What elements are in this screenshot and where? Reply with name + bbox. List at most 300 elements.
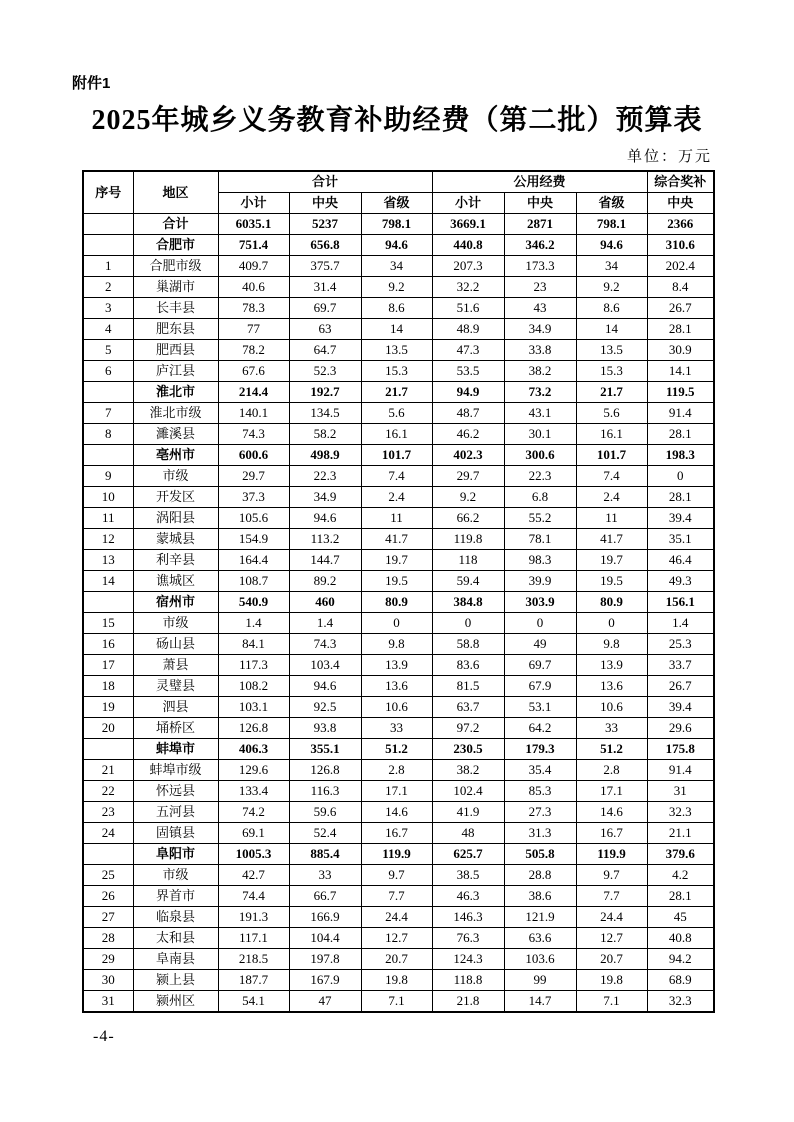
cell-value: 7.1 <box>361 991 432 1013</box>
table-row <box>83 571 714 592</box>
cell-value: 230.5 <box>432 739 504 760</box>
table-row <box>83 760 714 781</box>
cell-value: 68.9 <box>647 970 714 991</box>
cell-no: 22 <box>83 781 133 802</box>
cell-no <box>83 844 133 865</box>
cell-value: 77 <box>218 319 289 340</box>
cell-value: 173.3 <box>504 256 576 277</box>
cell-no: 27 <box>83 907 133 928</box>
cell-value: 32.3 <box>647 802 714 823</box>
cell-value: 101.7 <box>576 445 647 466</box>
cell-value: 66.7 <box>289 886 361 907</box>
table-body <box>83 214 714 1013</box>
cell-value: 118.8 <box>432 970 504 991</box>
cell-value: 26.7 <box>647 298 714 319</box>
cell-value: 91.4 <box>647 760 714 781</box>
cell-no: 16 <box>83 634 133 655</box>
table-row <box>83 718 714 739</box>
cell-value: 94.6 <box>289 508 361 529</box>
cell-value: 402.3 <box>432 445 504 466</box>
cell-value: 39.9 <box>504 571 576 592</box>
cell-value: 33.8 <box>504 340 576 361</box>
cell-value: 198.3 <box>647 445 714 466</box>
cell-value: 119.9 <box>361 844 432 865</box>
cell-no: 19 <box>83 697 133 718</box>
table-row <box>83 487 714 508</box>
cell-value: 41.7 <box>361 529 432 550</box>
cell-value: 8.6 <box>361 298 432 319</box>
cell-no: 24 <box>83 823 133 844</box>
cell-value: 24.4 <box>361 907 432 928</box>
page-number: -4- <box>93 1028 115 1045</box>
cell-value: 39.4 <box>647 508 714 529</box>
cell-value: 91.4 <box>647 403 714 424</box>
cell-value: 14 <box>361 319 432 340</box>
cell-region: 市级 <box>133 865 218 886</box>
cell-value: 33 <box>361 718 432 739</box>
cell-value: 30.9 <box>647 340 714 361</box>
cell-value: 35.4 <box>504 760 576 781</box>
cell-value: 89.2 <box>289 571 361 592</box>
cell-value: 300.6 <box>504 445 576 466</box>
cell-value: 40.8 <box>647 928 714 949</box>
table-row <box>83 214 714 235</box>
cell-value: 119.8 <box>432 529 504 550</box>
cell-value: 0 <box>576 613 647 634</box>
cell-region: 阜南县 <box>133 949 218 970</box>
cell-region: 市级 <box>133 613 218 634</box>
cell-value: 94.9 <box>432 382 504 403</box>
cell-no: 26 <box>83 886 133 907</box>
cell-value: 30.1 <box>504 424 576 445</box>
cell-value: 6035.1 <box>218 214 289 235</box>
cell-value: 625.7 <box>432 844 504 865</box>
cell-value: 17.1 <box>576 781 647 802</box>
cell-value: 197.8 <box>289 949 361 970</box>
cell-value: 32.3 <box>647 991 714 1013</box>
cell-region: 颍上县 <box>133 970 218 991</box>
cell-value: 375.7 <box>289 256 361 277</box>
cell-value: 406.3 <box>218 739 289 760</box>
cell-value: 0 <box>647 466 714 487</box>
cell-region: 怀远县 <box>133 781 218 802</box>
cell-value: 85.3 <box>504 781 576 802</box>
cell-value: 9.2 <box>576 277 647 298</box>
cell-value: 5.6 <box>576 403 647 424</box>
cell-value: 21.8 <box>432 991 504 1013</box>
cell-value: 69.7 <box>504 655 576 676</box>
cell-value: 21.7 <box>361 382 432 403</box>
cell-value: 94.6 <box>289 676 361 697</box>
cell-value: 129.6 <box>218 760 289 781</box>
cell-value: 45 <box>647 907 714 928</box>
cell-value: 31.4 <box>289 277 361 298</box>
cell-region: 肥西县 <box>133 340 218 361</box>
cell-region: 开发区 <box>133 487 218 508</box>
cell-value: 74.3 <box>289 634 361 655</box>
cell-value: 49.3 <box>647 571 714 592</box>
cell-no: 13 <box>83 550 133 571</box>
cell-value: 310.6 <box>647 235 714 256</box>
table-row <box>83 361 714 382</box>
cell-no: 4 <box>83 319 133 340</box>
cell-value: 94.6 <box>361 235 432 256</box>
cell-value: 103.6 <box>504 949 576 970</box>
table-row <box>83 907 714 928</box>
cell-no: 20 <box>83 718 133 739</box>
header-group-public: 公用经费 <box>432 171 647 193</box>
header-region: 地区 <box>133 171 218 214</box>
cell-no: 6 <box>83 361 133 382</box>
table-header <box>83 171 714 214</box>
cell-value: 505.8 <box>504 844 576 865</box>
cell-value: 28.1 <box>647 319 714 340</box>
header-public-provincial: 省级 <box>576 193 647 214</box>
cell-region: 亳州市 <box>133 445 218 466</box>
cell-value: 121.9 <box>504 907 576 928</box>
cell-region: 灵璧县 <box>133 676 218 697</box>
cell-no <box>83 235 133 256</box>
cell-no: 18 <box>83 676 133 697</box>
cell-value: 13.6 <box>576 676 647 697</box>
cell-region: 巢湖市 <box>133 277 218 298</box>
cell-no: 21 <box>83 760 133 781</box>
cell-value: 13.5 <box>361 340 432 361</box>
cell-value: 94.2 <box>647 949 714 970</box>
cell-region: 市级 <box>133 466 218 487</box>
table-row <box>83 613 714 634</box>
cell-value: 16.1 <box>361 424 432 445</box>
cell-value: 134.5 <box>289 403 361 424</box>
cell-value: 19.7 <box>576 550 647 571</box>
cell-value: 144.7 <box>289 550 361 571</box>
cell-value: 19.5 <box>361 571 432 592</box>
cell-value: 47.3 <box>432 340 504 361</box>
cell-value: 15.3 <box>576 361 647 382</box>
cell-value: 58.8 <box>432 634 504 655</box>
cell-value: 146.3 <box>432 907 504 928</box>
cell-value: 31 <box>647 781 714 802</box>
cell-value: 83.6 <box>432 655 504 676</box>
cell-value: 11 <box>576 508 647 529</box>
cell-region: 泗县 <box>133 697 218 718</box>
cell-value: 167.9 <box>289 970 361 991</box>
cell-value: 69.7 <box>289 298 361 319</box>
cell-value: 74.2 <box>218 802 289 823</box>
cell-value: 17.1 <box>361 781 432 802</box>
cell-value: 51.2 <box>576 739 647 760</box>
cell-value: 16.7 <box>361 823 432 844</box>
cell-value: 2.4 <box>361 487 432 508</box>
cell-value: 9.7 <box>576 865 647 886</box>
cell-region: 埇桥区 <box>133 718 218 739</box>
cell-value: 33 <box>576 718 647 739</box>
cell-region: 濉溪县 <box>133 424 218 445</box>
cell-value: 39.4 <box>647 697 714 718</box>
cell-region: 肥东县 <box>133 319 218 340</box>
cell-value: 164.4 <box>218 550 289 571</box>
cell-value: 191.3 <box>218 907 289 928</box>
cell-value: 9.7 <box>361 865 432 886</box>
cell-value: 67.6 <box>218 361 289 382</box>
cell-value: 798.1 <box>361 214 432 235</box>
header-group-award: 综合奖补 <box>647 171 714 193</box>
cell-value: 440.8 <box>432 235 504 256</box>
cell-region: 阜阳市 <box>133 844 218 865</box>
cell-value: 46.2 <box>432 424 504 445</box>
cell-no: 1 <box>83 256 133 277</box>
cell-value: 97.2 <box>432 718 504 739</box>
cell-value: 81.5 <box>432 676 504 697</box>
cell-value: 19.8 <box>361 970 432 991</box>
cell-value: 751.4 <box>218 235 289 256</box>
cell-value: 49 <box>504 634 576 655</box>
cell-value: 66.2 <box>432 508 504 529</box>
cell-value: 117.1 <box>218 928 289 949</box>
cell-value: 78.2 <box>218 340 289 361</box>
header-award-central: 中央 <box>647 193 714 214</box>
cell-value: 1005.3 <box>218 844 289 865</box>
table-row <box>83 424 714 445</box>
cell-value: 19.8 <box>576 970 647 991</box>
cell-value: 53.5 <box>432 361 504 382</box>
cell-value: 118 <box>432 550 504 571</box>
cell-value: 23 <box>504 277 576 298</box>
cell-region: 砀山县 <box>133 634 218 655</box>
cell-value: 28.1 <box>647 886 714 907</box>
cell-value: 214.4 <box>218 382 289 403</box>
table-row <box>83 928 714 949</box>
cell-value: 303.9 <box>504 592 576 613</box>
cell-value: 41.9 <box>432 802 504 823</box>
cell-value: 63.7 <box>432 697 504 718</box>
cell-region: 临泉县 <box>133 907 218 928</box>
cell-value: 94.6 <box>576 235 647 256</box>
cell-value: 24.4 <box>576 907 647 928</box>
cell-value: 64.7 <box>289 340 361 361</box>
cell-value: 460 <box>289 592 361 613</box>
cell-no: 5 <box>83 340 133 361</box>
cell-value: 104.4 <box>289 928 361 949</box>
cell-value: 116.3 <box>289 781 361 802</box>
cell-value: 21.7 <box>576 382 647 403</box>
budget-table <box>82 170 715 1013</box>
cell-region: 颍州区 <box>133 991 218 1013</box>
cell-value: 102.4 <box>432 781 504 802</box>
cell-value: 175.8 <box>647 739 714 760</box>
cell-no: 15 <box>83 613 133 634</box>
cell-value: 40.6 <box>218 277 289 298</box>
cell-region: 谯城区 <box>133 571 218 592</box>
cell-value: 43.1 <box>504 403 576 424</box>
cell-value: 52.4 <box>289 823 361 844</box>
cell-value: 113.2 <box>289 529 361 550</box>
cell-region: 合肥市 <box>133 235 218 256</box>
attachment-label: 附件1 <box>72 75 111 92</box>
header-public-subtotal: 小计 <box>432 193 504 214</box>
cell-value: 29.7 <box>432 466 504 487</box>
cell-value: 10.6 <box>576 697 647 718</box>
cell-value: 355.1 <box>289 739 361 760</box>
cell-value: 2.8 <box>361 760 432 781</box>
table-row <box>83 592 714 613</box>
cell-value: 346.2 <box>504 235 576 256</box>
header-total-provincial: 省级 <box>361 193 432 214</box>
cell-value: 119.9 <box>576 844 647 865</box>
cell-value: 156.1 <box>647 592 714 613</box>
cell-value: 202.4 <box>647 256 714 277</box>
cell-value: 600.6 <box>218 445 289 466</box>
cell-value: 207.3 <box>432 256 504 277</box>
cell-value: 38.5 <box>432 865 504 886</box>
cell-value: 63 <box>289 319 361 340</box>
cell-value: 42.7 <box>218 865 289 886</box>
cell-value: 379.6 <box>647 844 714 865</box>
cell-value: 20.7 <box>361 949 432 970</box>
cell-value: 25.3 <box>647 634 714 655</box>
cell-value: 126.8 <box>289 760 361 781</box>
cell-value: 15.3 <box>361 361 432 382</box>
table-row <box>83 823 714 844</box>
table-row <box>83 802 714 823</box>
cell-value: 0 <box>361 613 432 634</box>
cell-value: 33 <box>289 865 361 886</box>
cell-no: 29 <box>83 949 133 970</box>
cell-region: 淮北市级 <box>133 403 218 424</box>
cell-value: 48 <box>432 823 504 844</box>
cell-value: 51.6 <box>432 298 504 319</box>
cell-no <box>83 739 133 760</box>
cell-value: 140.1 <box>218 403 289 424</box>
cell-region: 五河县 <box>133 802 218 823</box>
cell-value: 98.3 <box>504 550 576 571</box>
header-row-groups <box>83 171 714 193</box>
table-row <box>83 634 714 655</box>
cell-value: 38.6 <box>504 886 576 907</box>
table-row <box>83 949 714 970</box>
cell-value: 166.9 <box>289 907 361 928</box>
cell-value: 7.4 <box>576 466 647 487</box>
cell-value: 8.4 <box>647 277 714 298</box>
cell-value: 69.1 <box>218 823 289 844</box>
cell-value: 7.7 <box>361 886 432 907</box>
cell-value: 498.9 <box>289 445 361 466</box>
cell-value: 885.4 <box>289 844 361 865</box>
cell-value: 1.4 <box>289 613 361 634</box>
cell-value: 9.2 <box>361 277 432 298</box>
cell-value: 58.2 <box>289 424 361 445</box>
cell-value: 67.9 <box>504 676 576 697</box>
cell-value: 28.8 <box>504 865 576 886</box>
cell-value: 13.9 <box>361 655 432 676</box>
cell-value: 19.7 <box>361 550 432 571</box>
table-row <box>83 781 714 802</box>
cell-value: 5.6 <box>361 403 432 424</box>
cell-value: 76.3 <box>432 928 504 949</box>
cell-value: 38.2 <box>432 760 504 781</box>
cell-value: 41.7 <box>576 529 647 550</box>
cell-value: 20.7 <box>576 949 647 970</box>
cell-value: 34 <box>361 256 432 277</box>
cell-value: 34.9 <box>289 487 361 508</box>
cell-value: 179.3 <box>504 739 576 760</box>
cell-region: 界首市 <box>133 886 218 907</box>
cell-value: 22.3 <box>504 466 576 487</box>
cell-value: 63.6 <box>504 928 576 949</box>
cell-value: 47 <box>289 991 361 1013</box>
cell-value: 28.1 <box>647 487 714 508</box>
cell-value: 105.6 <box>218 508 289 529</box>
table-row <box>83 445 714 466</box>
cell-value: 27.3 <box>504 802 576 823</box>
table-row <box>83 277 714 298</box>
cell-value: 33.7 <box>647 655 714 676</box>
table-row <box>83 319 714 340</box>
cell-region: 蒙城县 <box>133 529 218 550</box>
cell-value: 108.7 <box>218 571 289 592</box>
cell-value: 6.8 <box>504 487 576 508</box>
cell-value: 384.8 <box>432 592 504 613</box>
cell-value: 117.3 <box>218 655 289 676</box>
cell-value: 4.2 <box>647 865 714 886</box>
table-row <box>83 991 714 1013</box>
cell-value: 9.2 <box>432 487 504 508</box>
cell-value: 34.9 <box>504 319 576 340</box>
cell-no: 30 <box>83 970 133 991</box>
cell-value: 2.8 <box>576 760 647 781</box>
cell-region: 淮北市 <box>133 382 218 403</box>
cell-no: 25 <box>83 865 133 886</box>
table-row <box>83 844 714 865</box>
table-row <box>83 508 714 529</box>
cell-value: 43 <box>504 298 576 319</box>
cell-value: 124.3 <box>432 949 504 970</box>
cell-value: 48.7 <box>432 403 504 424</box>
table-row <box>83 403 714 424</box>
cell-value: 54.1 <box>218 991 289 1013</box>
cell-no: 14 <box>83 571 133 592</box>
cell-value: 798.1 <box>576 214 647 235</box>
cell-no: 12 <box>83 529 133 550</box>
cell-value: 14.6 <box>576 802 647 823</box>
table-row <box>83 886 714 907</box>
cell-value: 14.6 <box>361 802 432 823</box>
cell-no: 2 <box>83 277 133 298</box>
cell-value: 59.6 <box>289 802 361 823</box>
cell-value: 29.6 <box>647 718 714 739</box>
cell-no: 23 <box>83 802 133 823</box>
cell-value: 14 <box>576 319 647 340</box>
cell-value: 80.9 <box>576 592 647 613</box>
cell-region: 合计 <box>133 214 218 235</box>
cell-value: 12.7 <box>361 928 432 949</box>
cell-value: 187.7 <box>218 970 289 991</box>
cell-no: 10 <box>83 487 133 508</box>
table-row <box>83 970 714 991</box>
cell-value: 101.7 <box>361 445 432 466</box>
cell-no <box>83 382 133 403</box>
cell-value: 32.2 <box>432 277 504 298</box>
cell-value: 38.2 <box>504 361 576 382</box>
cell-value: 53.1 <box>504 697 576 718</box>
cell-value: 11 <box>361 508 432 529</box>
cell-value: 409.7 <box>218 256 289 277</box>
table-row <box>83 697 714 718</box>
table-row <box>83 256 714 277</box>
cell-value: 14.1 <box>647 361 714 382</box>
cell-value: 46.3 <box>432 886 504 907</box>
cell-region: 蚌埠市级 <box>133 760 218 781</box>
